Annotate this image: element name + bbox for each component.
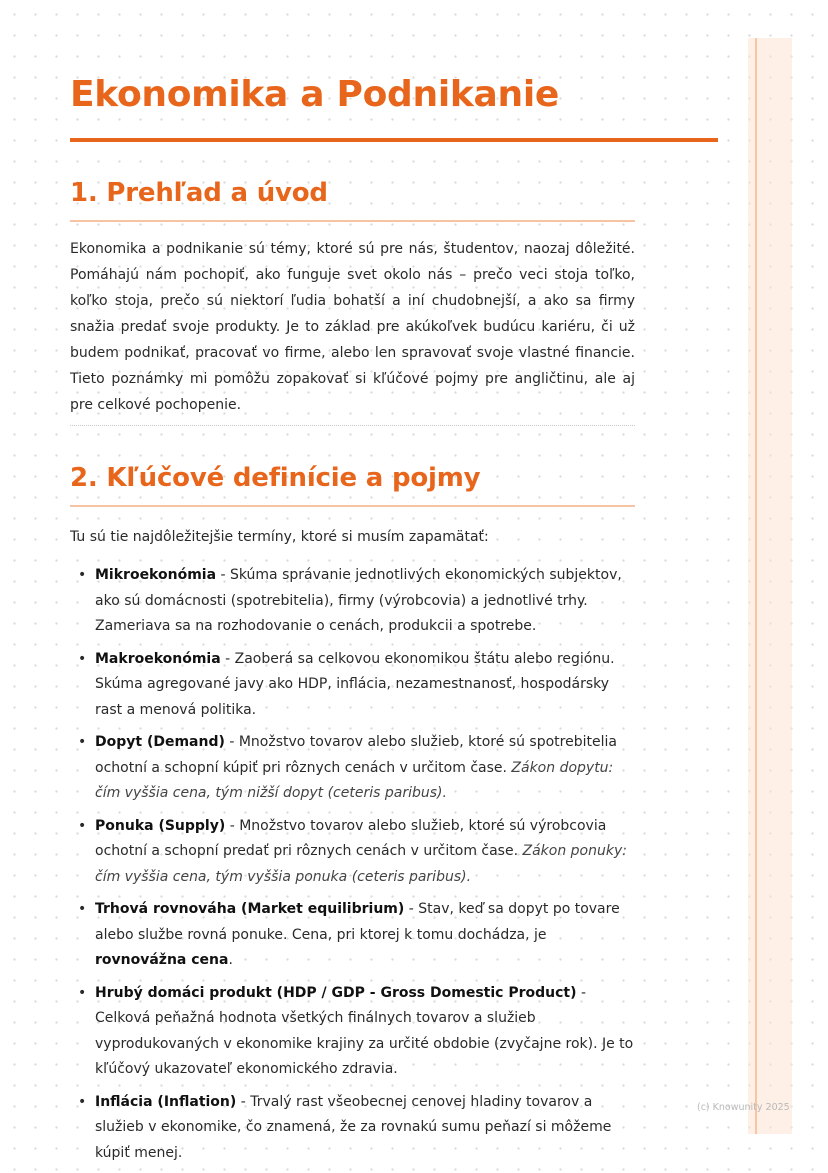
definition-term: Inflácia (Inflation) xyxy=(95,1093,237,1110)
definition-highlight: rovnovážna cena xyxy=(95,952,229,968)
list-item xyxy=(70,897,635,974)
bullet-icon: • xyxy=(78,1093,87,1110)
list-item xyxy=(70,814,635,891)
document-header xyxy=(70,72,635,118)
copyright-footer: (c) Knowunity 2025 xyxy=(697,1102,790,1113)
list-item xyxy=(70,563,635,640)
definitions-list xyxy=(70,563,635,1166)
section-heading: 2. Kľúčové definície a pojmy xyxy=(70,463,481,493)
definitions-intro: Tu sú tie najdôležitejšie termíny, ktoré si musím zapamätať: xyxy=(70,529,489,545)
section-divider xyxy=(70,425,635,426)
page-title: Ekonomika a Podnikanie xyxy=(70,74,559,115)
definition-text: - Trvalý rast všeobecnej cenovej hladiny tovarov a služieb v ekonomike, čo znamená, že za rovnakú sumu peňazí si môžeme kúpiť menej. xyxy=(95,1093,612,1161)
bullet-icon: • xyxy=(78,734,87,750)
bullet-icon: • xyxy=(78,567,87,583)
definition-term: Trhová rovnováha (Market equilibrium) xyxy=(95,901,405,917)
list-item xyxy=(70,647,635,724)
definition-end: . xyxy=(228,952,233,968)
definition-law: Zákon ponuky: čím vyššia cena, tým vyššia ponuka (ceteris paribus). xyxy=(95,843,627,885)
section-definitions xyxy=(70,461,635,1173)
definition-term: Dopyt (Demand) xyxy=(95,734,225,750)
section-overview xyxy=(70,176,635,418)
definition-law: Zákon dopytu: čím vyššia cena, tým nižší dopyt (ceteris paribus). xyxy=(95,759,614,801)
definition-text: - Množstvo tovarov alebo služieb, ktoré sú výrobcovia ochotní a schopní predať pri rôznych cenách v určitom čase. xyxy=(95,817,607,859)
definition-term: Makroekonómia xyxy=(95,650,221,667)
title-rule xyxy=(70,138,718,142)
section-rule xyxy=(70,505,635,507)
list-item xyxy=(70,981,635,1083)
margin-line xyxy=(755,38,757,1134)
bullet-icon: • xyxy=(78,984,87,1001)
overview-paragraph: Ekonomika a podnikanie sú témy, ktoré sú pre nás, študentov, naozaj dôležité. Pomáhajú nám pochopiť, ako funguje svet okolo nás – prečo veci stoja toľko, koľko stoja, prečo sú niektorí ľudia bohatší a iní chudobnejší, a ako sa firmy snažia predať svoje produkty. Je to základ pre akúkoľvek budúcu kariéru, či už budem podnikať, pracovať vo firme, alebo len spravovať svoje vlastné financie. Tieto poznámky mi pomôžu zopakovať si kľúčové pojmy pre angličtinu, ale aj pre celkové pochopenie. xyxy=(70,241,635,413)
definition-term: Ponuka (Supply) xyxy=(95,817,226,834)
definition-text: - Zaoberá sa celkovou ekonomikou štátu alebo regiónu. Skúma agregované javy ako HDP, inflácia, nezamestnanosť, hospodársky rast a menová politika. xyxy=(95,650,615,718)
definition-term: Mikroekonómia xyxy=(95,567,217,583)
bullet-icon: • xyxy=(78,901,87,917)
definition-term: Hrubý domáci produkt (HDP / GDP - Gross Domestic Product) xyxy=(95,984,577,1001)
section-heading: 1. Prehľad a úvod xyxy=(70,178,328,208)
definition-text: - Množstvo tovarov alebo služieb, ktoré sú spotrebitelia ochotní a schopní kúpiť pri rôznych cenách v určitom čase. xyxy=(95,734,617,776)
definition-text: - Celková peňažná hodnota všetkých finálnych tovarov a služieb vyprodukovaných v ekonomike krajiny za určité obdobie (zvyčajne rok). Je to kľúčový ukazovateľ ekonomického zdravia. xyxy=(95,984,634,1077)
bullet-icon: • xyxy=(78,650,87,667)
bullet-icon: • xyxy=(78,817,87,834)
section-rule xyxy=(70,220,635,222)
list-item xyxy=(70,730,635,807)
list-item xyxy=(70,1090,635,1167)
definition-text: - Stav, keď sa dopyt po tovare alebo službe rovná ponuke. Cena, pri ktorej k tomu dochádza, je xyxy=(95,901,620,943)
definition-text: - Skúma správanie jednotlivých ekonomických subjektov, ako sú domácnosti (spotrebitelia), firmy (výrobcovia) a jednotlivé trhy. Zameriava sa na rozhodovanie o cenách, produkcii a spotrebe. xyxy=(95,567,622,634)
